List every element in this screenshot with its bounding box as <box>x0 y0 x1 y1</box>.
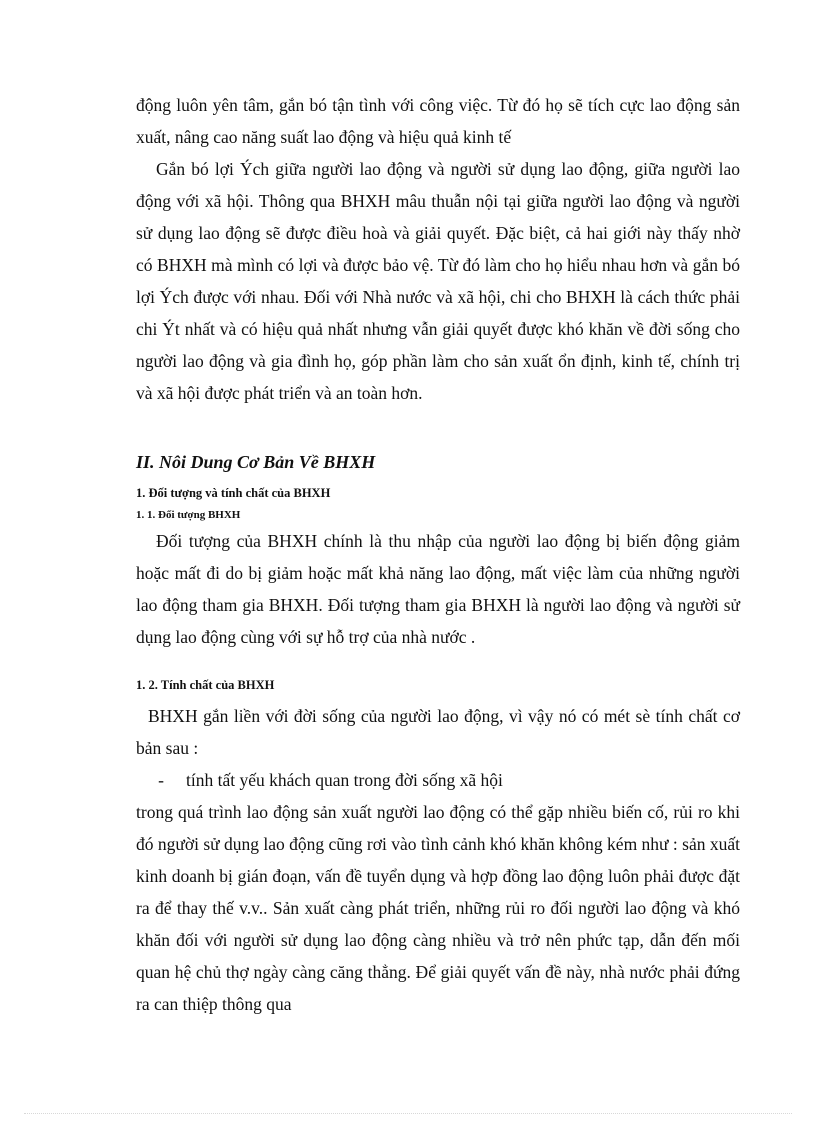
bullet-dash: - <box>158 770 164 790</box>
paragraph-benefits: Gắn bó lợi Ých giữa người lao động và người sử dụng lao động, giữa người lao động với xã hội. Thông qua BHXH mâu thuẫn nội tại giữa người lao động và người sử dụng lao động sẽ được điều hoà và giải quyết. Đặc biệt, cả hai giới này thấy nhờ có BHXH mà mình có lợi và được bảo vệ. Từ đó làm cho họ hiểu nhau hơn và gắn bó lợi Ých được với nhau. Đối với Nhà nước và xã hội, chi cho BHXH là cách thức phải chi Ýt nhất và có hiệu quả nhất nhưng vẫn giải quyết được khó khăn về đời sống cho người lao động và gia đình họ, góp phần làm cho sản xuất ổn định, kinh tế, chính trị và xã hội được phát triển và an toàn hơn. <box>136 159 740 403</box>
subheading-nature: 1. 2. Tính chất của BHXH <box>136 678 275 692</box>
page-bottom-rule <box>24 1113 792 1114</box>
paragraph-risks: trong quá trình lao động sản xuất người lao động có thể gặp nhiều biến cố, rủi ro khi đó người sử dụng lao động cũng rơi vào tình cảnh khó khăn không kém như : sản xuất kinh doanh bị gián đoạn, vấn đề tuyển dụng và hợp đồng lao động luôn phải được đặt ra để thay thế v.v.. Sản xuất càng phát triển, những rủi ro đối người lao động và khó khăn đối với người sử dụng lao động càng nhiều và trở nên phức tạp, dẫn đến mối quan hệ chủ thợ ngày càng căng thẳng. Để giải quyết vấn đề này, nhà nước phải đứng ra can thiệp thông qua <box>136 802 740 1014</box>
section-heading: II. Nôi Dung Cơ Bản Về BHXH <box>136 452 376 472</box>
paragraph-object: Đối tượng của BHXH chính là thu nhập của người lao động bị biến động giảm hoặc mất đi do bị giảm hoặc mất khả năng lao động, mất việc làm của những người lao động tham gia BHXH. Đối tượng tham gia BHXH là người lao động và người sử dụng lao động cùng với sự hỗ trợ của nhà nước . <box>136 531 740 647</box>
subheading-object: 1. 1. Đối tượng BHXH <box>136 509 241 521</box>
paragraph-nature-intro: BHXH gắn liền với đời sống của người lao động, vì vậy nó có mét sè tính chất cơ bản sau : <box>136 706 740 758</box>
bullet-text: tính tất yếu khách quan trong đời sống xã hội <box>186 770 503 790</box>
paragraph-intro-continuation: động luôn yên tâm, gắn bó tận tình với công việc. Từ đó họ sẽ tích cực lao động sản xuất, nâng cao năng suất lao động và hiệu quả kinh tế <box>136 95 740 147</box>
subheading-object-nature: 1. Đối tượng và tính chất của BHXH <box>136 486 331 500</box>
bullet-item <box>136 764 740 796</box>
